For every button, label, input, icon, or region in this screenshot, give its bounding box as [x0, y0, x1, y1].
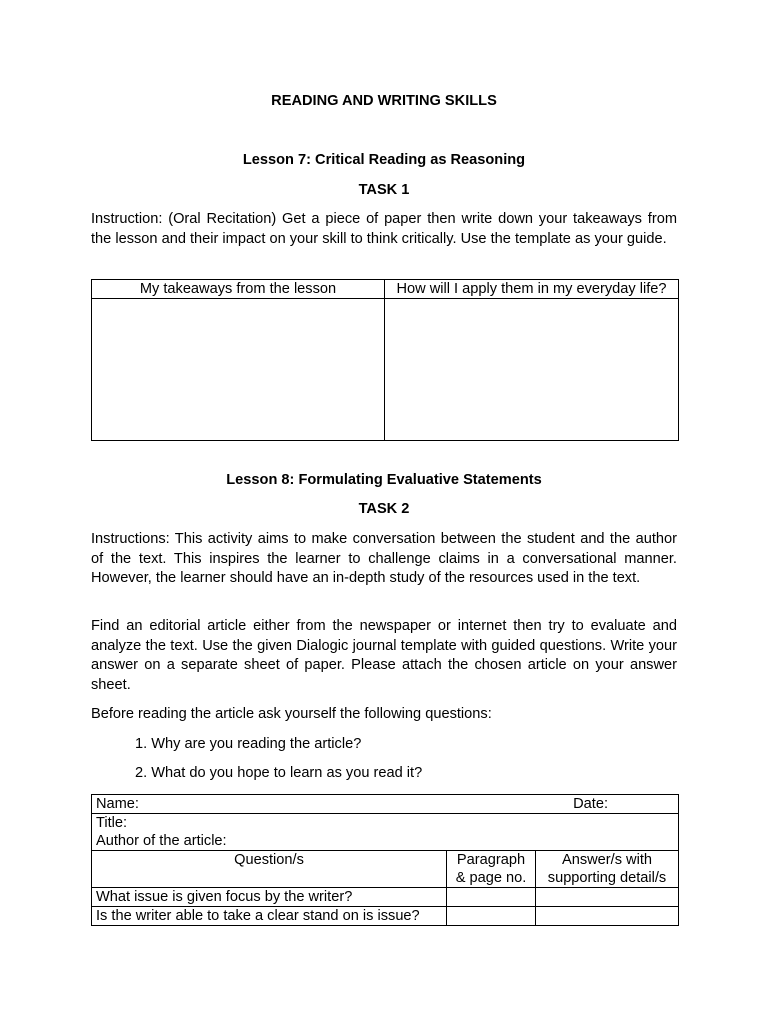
question-item-1: 1. Why are you reading the article?: [135, 736, 362, 752]
table-row: [92, 888, 679, 907]
table-row: [92, 907, 679, 926]
title-label: Title:: [96, 815, 128, 831]
lesson8-title: Lesson 8: Formulating Evaluative Statements: [226, 472, 542, 488]
paragraph-cell[interactable]: [447, 907, 536, 926]
document-title: READING AND WRITING SKILLS: [271, 93, 497, 109]
takeaways-table: [91, 279, 679, 441]
name-label: Name:: [96, 796, 139, 812]
paragraph-column-header: Paragraph & page no.: [447, 851, 536, 888]
author-label: Author of the article:: [96, 833, 227, 849]
before-reading-text: Before reading the article ask yourself the following questions:: [91, 706, 492, 722]
question-cell: What issue is given focus by the writer?: [92, 888, 447, 907]
task2-instructions-1: Instructions: This activity aims to make conversation between the student and the author of the text. This inspires the learner to challenge claims in a conversational manner. However, the learner should have an in-depth study of the resources used in the text.: [91, 531, 677, 586]
task1-label: TASK 1: [358, 182, 410, 198]
task2-label: TASK 2: [358, 501, 410, 517]
answer-cell[interactable]: [536, 888, 679, 907]
name-date-row[interactable]: [92, 795, 679, 814]
takeaways-cell[interactable]: [92, 299, 385, 441]
question-column-header: Question/s: [92, 851, 447, 888]
paragraph-cell[interactable]: [447, 888, 536, 907]
answer-column-header: Answer/s with supporting detail/s: [536, 851, 679, 888]
question-item-2: 2. What do you hope to learn as you read it?: [135, 765, 423, 781]
task2-instructions-2: Find an editorial article either from the newspaper or internet then try to evaluate and analyze the text. Use the given Dialogic journal template with guided questions. Write your answer on a separate sheet of paper. Please attach the chosen article on your answer sheet.: [91, 618, 677, 693]
title-author-row[interactable]: [92, 814, 679, 851]
question-cell: Is the writer able to take a clear stand on is issue?: [92, 907, 447, 926]
date-label: Date:: [573, 796, 609, 812]
apply-header: How will I apply them in my everyday life?: [385, 280, 679, 299]
takeaways-header: My takeaways from the lesson: [92, 280, 385, 299]
dialogic-journal-table: [91, 794, 679, 926]
lesson7-title: Lesson 7: Critical Reading as Reasoning: [242, 152, 526, 168]
task1-instruction: Instruction: (Oral Recitation) Get a piece of paper then write down your takeaways from the lesson and their impact on your skill to think critically. Use the template as your guide.: [91, 211, 677, 247]
apply-cell[interactable]: [385, 299, 679, 441]
answer-cell[interactable]: [536, 907, 679, 926]
